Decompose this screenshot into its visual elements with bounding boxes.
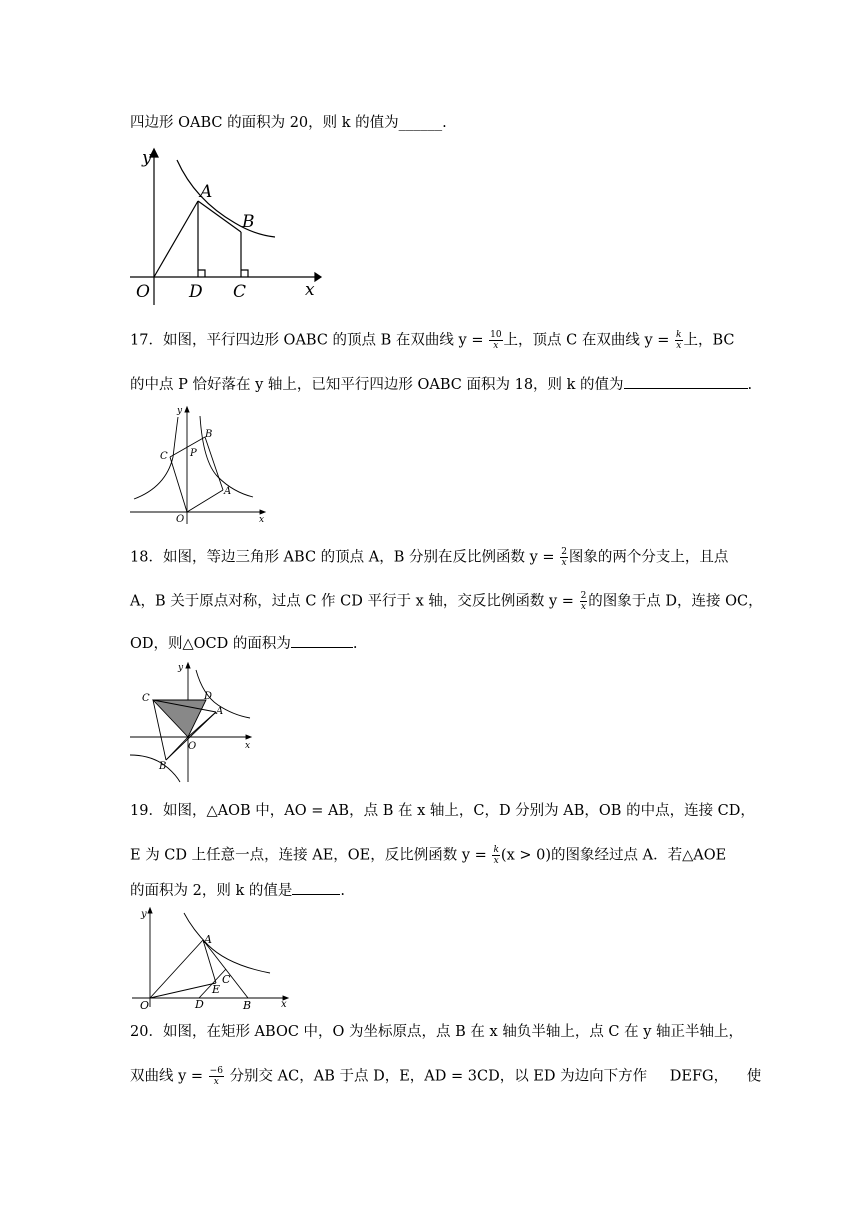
- q16-label-O: O: [136, 282, 150, 302]
- q19-text-line1: 19．如图，△AOB 中，AO = AB，点 B 在 x 轴上，C，D 分别为 AB，OB 的中点，连接 CD，: [130, 803, 755, 819]
- q18-label-y: y: [178, 663, 184, 673]
- q19-curve: [184, 913, 270, 973]
- q17-label-y: y: [177, 406, 183, 416]
- q16-label-A: A: [200, 182, 213, 202]
- answer-blank[interactable]: [291, 633, 353, 648]
- q19-text-line2: E 为 CD 上任意一点，连接 AE，OE，反比例函数 y = $\frac{k}{x}$ (x > 0)的图象经过点 A．若△AOE: [130, 845, 727, 866]
- q17-text-line2: 的中点 P 恰好落在 y 轴上，已知平行四边形 OABC 面积为 18，则 k 的值为 .: [130, 374, 752, 395]
- q19-segment-OA: [150, 940, 203, 998]
- q16-label-B: B: [242, 212, 255, 232]
- q17-figure: [128, 402, 273, 527]
- q19-fraction-1: $\frac{k}{x}$: [493, 845, 499, 866]
- arrow-icon: [315, 273, 321, 281]
- q16-label-D: D: [189, 282, 203, 302]
- q16-segment-AB: [198, 201, 241, 232]
- q20-number: 20．: [130, 1024, 163, 1040]
- q17-number: 17．: [130, 332, 163, 349]
- q17-fraction-2: $\frac{k}{x}$: [676, 330, 682, 351]
- arrow-icon: [185, 407, 189, 412]
- q19-label-E: E: [212, 983, 221, 996]
- q18-curve-left: [130, 755, 180, 782]
- arrow-icon: [246, 735, 251, 739]
- q18-figure: [128, 660, 258, 785]
- q18-label-C: C: [142, 693, 150, 704]
- q16-label-C: C: [233, 282, 247, 302]
- q19-label-O: O: [140, 999, 150, 1012]
- q17-label-A: A: [224, 486, 232, 497]
- arrow-icon: [186, 663, 190, 668]
- q17-curve-left: [134, 417, 178, 499]
- q19-label-D: D: [195, 998, 204, 1011]
- q17-label-O: O: [176, 514, 185, 525]
- q16-curve: [177, 160, 275, 237]
- q19-label-x: x: [281, 999, 287, 1010]
- q19-label-y: y: [141, 909, 147, 920]
- q17-segment-AO: [187, 490, 223, 512]
- q18-text-line1: 18．如图，等边三角形 ABC 的顶点 A，B 分别在反比例函数 y = $\frac{2}{x}$ 图象的两个分支上，且点: [130, 547, 729, 568]
- q18-label-B: B: [159, 761, 167, 772]
- arrow-icon: [260, 510, 265, 514]
- answer-blank[interactable]: [292, 880, 340, 895]
- answer-blank[interactable]: [624, 374, 748, 389]
- q18-triangle-OCD: [153, 700, 206, 737]
- q18-fraction-2: $\frac{2}{x}$: [580, 591, 587, 612]
- q17-text-c: 上，BC: [683, 332, 735, 349]
- q16-label-y: y: [142, 148, 152, 168]
- q17-segment-OC: [170, 457, 187, 512]
- q17-label-x: x: [259, 515, 265, 525]
- q16-right-angle-C: [241, 270, 248, 277]
- q20-text-line1: 20．如图，在矩形 ABOC 中，O 为坐标原点，点 B 在 x 轴负半轴上，点 C 在 y 轴正半轴上，: [130, 1024, 744, 1040]
- q18-text-line3: OD，则△OCD 的面积为 .: [130, 633, 358, 654]
- q17-label-B: B: [205, 429, 213, 440]
- q16-label-x: x: [305, 280, 315, 300]
- q19-label-A: A: [204, 933, 212, 946]
- q17-fraction-1: $\frac{10}{x}$: [490, 330, 502, 351]
- q16-text-line1: 四边形 OABC 的面积为 20，则 k 的值为______.: [130, 115, 447, 131]
- q18-text-line2: A，B 关于原点对称，过点 C 作 CD 平行于 x 轴，交反比例函数 y = $\frac{2}{x}$ 的图象于点 D，连接 OC，: [130, 591, 763, 612]
- arrow-icon: [148, 908, 152, 913]
- q18-label-A: A: [216, 706, 224, 717]
- q18-number: 18．: [130, 549, 163, 566]
- q19-figure: [128, 905, 298, 1010]
- q17-text-a: 如图，平行四边形 OABC 的顶点 B 在双曲线 y =: [162, 332, 484, 349]
- q18-label-x: x: [245, 741, 251, 751]
- q18-label-O: O: [188, 741, 197, 752]
- q16-figure: [125, 145, 325, 305]
- q19-text-line3: 的面积为 2，则 k 的值是 .: [130, 880, 345, 901]
- q18-fraction-1: $\frac{2}{x}$: [561, 547, 567, 568]
- q19-label-B: B: [243, 999, 252, 1012]
- q18-label-D: D: [204, 691, 213, 702]
- q17-segment-BA: [205, 437, 223, 490]
- q17-text-b: 上，顶点 C 在双曲线 y =: [503, 332, 670, 349]
- q19-label-C: C: [222, 973, 231, 986]
- q20-text-line2: 双曲线 y = $\frac{-6}{x}$ 分别交 AC，AB 于点 D，E，AD = 3CD，以 ED 为边向下方作 DEFG， 使: [130, 1066, 762, 1087]
- q17-text-line1: [130, 330, 735, 351]
- q16-right-angle-D: [198, 270, 205, 277]
- q17-label-P: P: [190, 448, 197, 459]
- q16-segment-OA: [154, 201, 198, 277]
- q17-label-C: C: [160, 451, 168, 462]
- q19-number: 19．: [130, 803, 163, 819]
- q20-fraction-1: $\frac{-6}{x}$: [209, 1066, 223, 1087]
